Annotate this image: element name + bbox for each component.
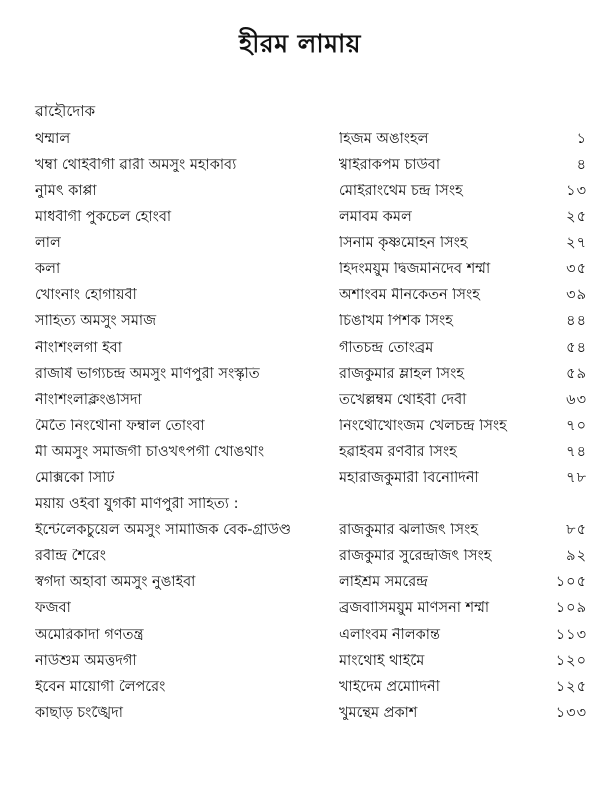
entry-page-number: ১২৫: [555, 678, 587, 695]
toc-entry: [35, 309, 590, 335]
toc-entry: [35, 570, 590, 596]
toc-entry: [35, 544, 590, 570]
entry-title: নীংশিংলক্লিংঙসিদা: [35, 392, 142, 408]
toc-subheading: [35, 491, 590, 517]
entry-title: নাউশুম অমত্তদগী: [35, 653, 137, 669]
entry-title: রাজর্ষি ভাগ্যচন্দ্র অমসুং মণিপুরী সংস্কৃতি: [35, 366, 260, 382]
entry-page-number: ৭০: [566, 417, 587, 434]
entry-author: এলাংবম নীলকান্ত: [339, 627, 440, 643]
entry-title: মৈতৈ নিংথৌনা ফম্বাল তোংবা: [35, 418, 205, 434]
section-heading: ৱাহৌদোক: [35, 102, 96, 120]
entry-title: সাহিত্য অমসুং সমাজ: [35, 314, 157, 329]
toc-entry: [35, 256, 590, 282]
toc-entry: [35, 126, 590, 152]
entry-page-number: ৬৩: [566, 391, 587, 408]
entry-author: রাজকুমার সুরেন্দ্রজিৎ সিংহ: [339, 549, 492, 564]
entry-author: খ্বাইরাকপম চাউবা: [339, 157, 441, 173]
entry-title: ফজবা: [35, 601, 71, 616]
entry-page-number: ৪৪: [566, 313, 587, 330]
toc-entry: [35, 361, 590, 387]
toc-entry: [35, 596, 590, 622]
entry-author: মাংথোই থাইমৈ: [339, 653, 425, 669]
toc-entry: [35, 413, 590, 439]
entry-title: নুমিৎ কাপ্পা: [35, 183, 97, 199]
entry-page-number: ৪: [576, 156, 587, 173]
entry-page-number: ১৩: [566, 182, 587, 199]
toc-entry: [35, 204, 590, 230]
entry-page-number: ১৩৩: [555, 704, 587, 721]
entry-author: লাইশ্রম সমরেন্দ্র: [339, 575, 428, 590]
entry-author: খুমন্থেম প্রকাশ: [339, 705, 418, 721]
entry-page-number: ৯২: [566, 548, 587, 565]
entry-author: নিংথৌখোংজম খেলচন্দ্র সিংহ: [339, 418, 507, 434]
entry-page-number: ২৫: [566, 209, 587, 226]
entry-title: লাল: [35, 236, 61, 251]
entry-author: গীতচন্দ্র তোংব্রম: [339, 340, 434, 356]
entry-author: সিনাম কৃষ্ণমোহন সিংহ: [339, 236, 468, 251]
entry-author: রাজকুমার ম্লাহল সিংহ: [339, 366, 464, 382]
entry-title: মাধবীগী পুকচেল হোংবা: [35, 210, 172, 225]
toc-entry: [35, 152, 590, 178]
toc-entry: [35, 517, 590, 543]
toc-entry: [35, 283, 590, 309]
entry-title: ময়ায় ওইবা যুগকী মণিপুরী সাহিত্য :: [35, 497, 239, 512]
entry-title: কাছাড় চংঙ্খৈদা: [35, 705, 123, 721]
entry-page-number: ১২০: [555, 652, 587, 669]
entry-author: লমাবম কমল: [339, 210, 412, 225]
entry-page-number: ৭৪: [566, 443, 587, 460]
entry-author: চিঙাখম পিশক সিংহ: [339, 314, 453, 329]
toc-entry: [35, 700, 590, 726]
entry-title: নীংশিংলগা ইবা: [35, 340, 122, 356]
table-of-contents: [35, 126, 590, 726]
toc-entry: [35, 335, 590, 361]
entry-author: মহারাজকুমারী বিনোদিনী: [339, 471, 479, 486]
entry-title: খোংনাং হোগায়বী: [35, 288, 137, 303]
toc-entry: [35, 648, 590, 674]
entry-author: ব্রজবাসিময়ুম মণিসনা শর্ম্মা: [339, 601, 490, 616]
entry-author: মোইরাংথেম চন্দ্র সিংহ: [339, 183, 463, 199]
entry-title: কলা: [35, 262, 61, 277]
entry-page-number: ১১৩: [555, 626, 587, 643]
entry-author: অশাংবম মীনকেতন সিংহ: [339, 288, 480, 303]
toc-entry: [35, 674, 590, 700]
entry-title: খম্বা থোইবীগী ৱারী অমসুং মহাকাব্য: [35, 157, 237, 173]
entry-page-number: ১: [576, 130, 587, 147]
entry-title: মেক্সিকো সিটি: [35, 471, 115, 486]
entry-page-number: ৫৪: [566, 339, 587, 356]
entry-page-number: ৩৫: [566, 261, 587, 278]
entry-page-number: ৩৯: [566, 287, 587, 304]
entry-title: অমেরিকাদা গণতন্ত্র: [35, 627, 144, 643]
entry-title: ইবেন মায়োগী লৈপরেং: [35, 679, 166, 695]
toc-entry: [35, 230, 590, 256]
entry-page-number: ১০৫: [555, 574, 587, 591]
entry-author: হিজম অঙাংহল: [339, 131, 429, 147]
entry-title: ইন্টেলেকচুয়েল অমসুং সামাজিক বেক-গ্রাউণ্ড: [35, 523, 292, 538]
page-title: হীরম লামায়: [239, 29, 361, 58]
entry-title: রবীন্দ্র শৈরেং: [35, 549, 107, 564]
toc-entry: [35, 178, 590, 204]
entry-page-number: ১০৯: [555, 600, 587, 617]
entry-page-number: ২৭: [566, 235, 587, 252]
toc-entry: [35, 387, 590, 413]
entry-title: মী অমসুং সমাজগী চাওখৎপগী খোঙথাং: [35, 444, 265, 460]
entry-page-number: ৭৮: [566, 470, 587, 487]
entry-author: হৱাইবম রণবীর সিংহ: [339, 444, 457, 460]
entry-author: হিদংময়ুম দ্বিজমনিদেব শর্ম্মা: [339, 262, 491, 277]
entry-title: থম্মাল: [35, 131, 71, 147]
toc-entry: [35, 622, 590, 648]
toc-entry: [35, 439, 590, 465]
entry-author: রাজকুমার ঝলজিৎ সিংহ: [339, 523, 478, 538]
entry-author: তখেল্লম্বম থোইবী দেবী: [339, 392, 467, 408]
entry-author: খাইদেম প্রমোদিনী: [339, 679, 440, 695]
toc-entry: [35, 465, 590, 491]
entry-page-number: ৮৫: [566, 522, 587, 539]
entry-page-number: ৫৯: [566, 365, 587, 382]
entry-title: স্বর্গদা অহাবা অমসুং নুঙাইবা: [35, 575, 196, 590]
